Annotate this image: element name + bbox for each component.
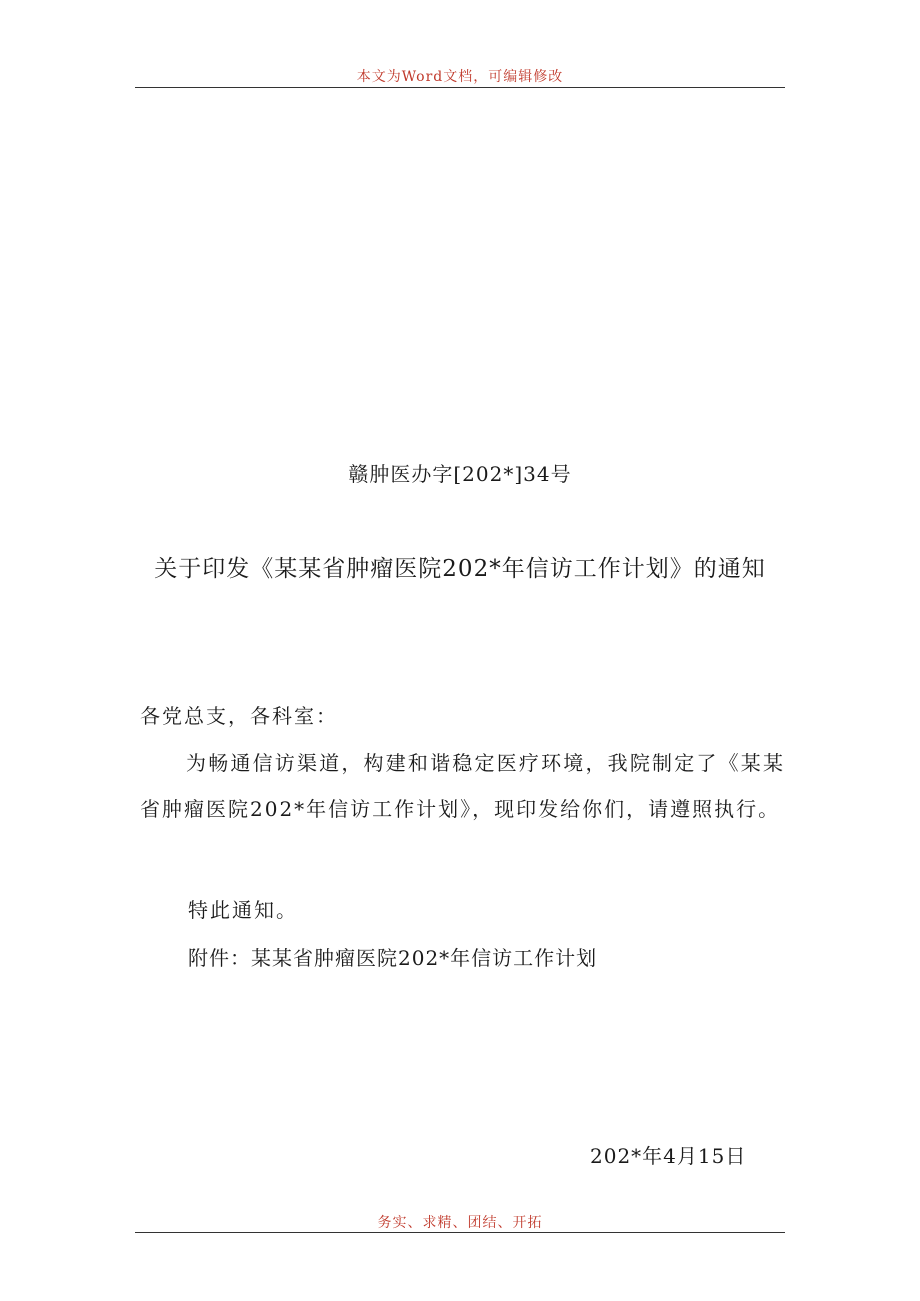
footer-divider — [135, 1232, 785, 1233]
header-divider — [135, 87, 785, 88]
document-title: 关于印发《某某省肿瘤医院202*年信访工作计划》的通知 — [154, 556, 766, 582]
page-header-text: 本文为Word文档，可编辑修改 — [356, 69, 564, 85]
attachment-line: 附件：某某省肿瘤医院202*年信访工作计划 — [188, 946, 598, 970]
body-paragraph: 为畅通信访渠道，构建和谐稳定医疗环境，我院制定了《某某省肿瘤医院202*年信访工作计划》，现印发给你们，请遵照执行。 — [140, 751, 785, 821]
issue-date: 202*年4月15日 — [590, 1144, 747, 1168]
closing-line: 特此通知。 — [188, 898, 298, 922]
document-number: 赣肿医办字[202*]34号 — [348, 462, 572, 486]
page-footer-text: 务实、求精、团结、开拓 — [377, 1215, 543, 1231]
salutation: 各党总支，各科室： — [140, 704, 338, 728]
